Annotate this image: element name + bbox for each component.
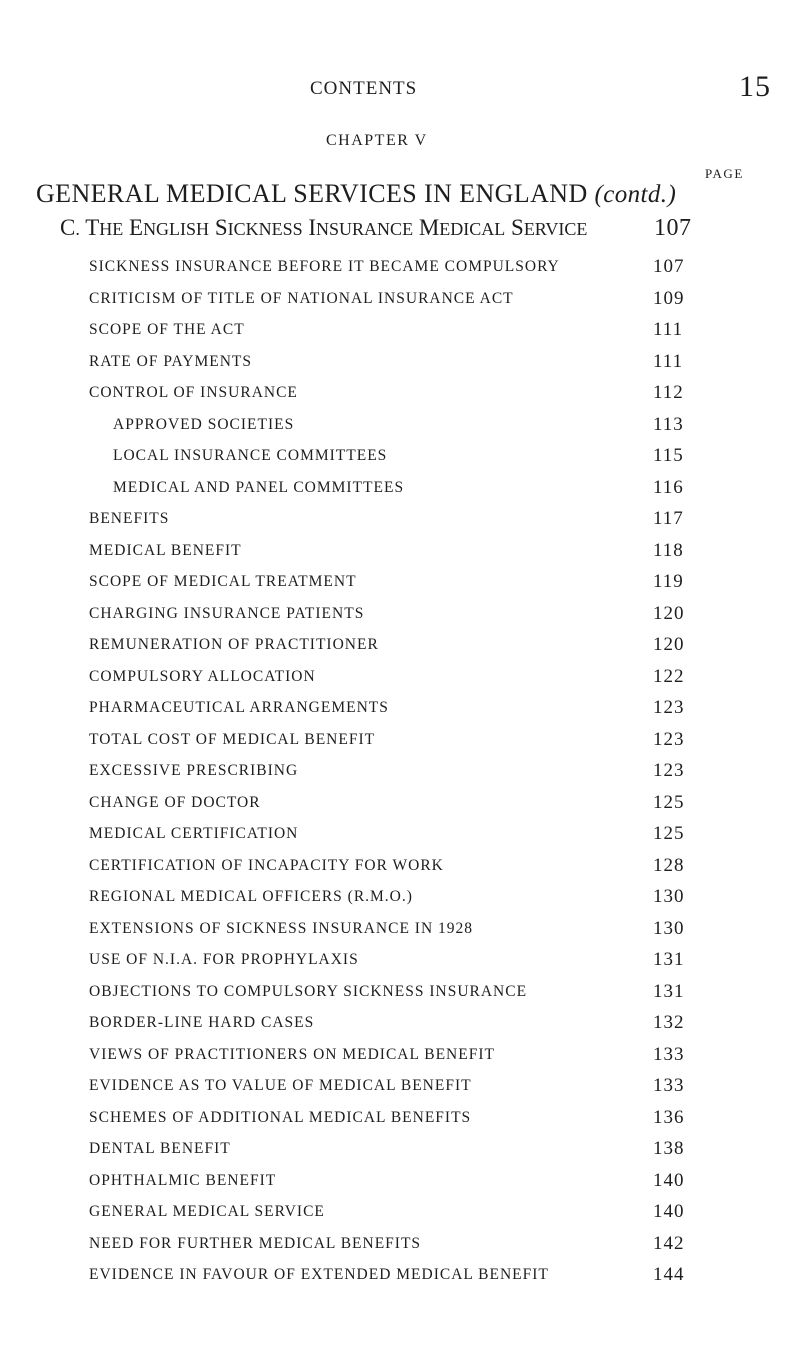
toc-entry <box>0 951 800 981</box>
section-title: C. THE ENGLISH SICKNESS INSURANCE MEDICAL SERVICE <box>60 215 588 240</box>
chapter-title-suffix: (contd.) <box>594 181 677 208</box>
toc-entry-page-number: 140 <box>653 1169 685 1191</box>
toc-entry-title: CRITICISM OF TITLE OF NATIONAL INSURANCE ACT <box>89 289 514 307</box>
toc-entry <box>0 413 800 446</box>
toc-entry <box>0 699 800 729</box>
toc-entry-page-number: 133 <box>653 1075 685 1096</box>
toc-entry <box>0 665 800 698</box>
toc-entry-title: MEDICAL BENEFIT <box>89 541 242 559</box>
toc-entry-title: USE OF N.I.A. FOR PROPHYLAXIS <box>89 951 359 968</box>
toc-entry <box>0 728 800 761</box>
section-page-number: 107 <box>654 215 692 241</box>
toc-entry <box>0 854 800 887</box>
toc-entry <box>0 636 800 666</box>
toc-entry-page-number: 130 <box>653 917 685 939</box>
toc-entry-title: SCOPE OF MEDICAL TREATMENT <box>89 573 357 590</box>
toc-entry-page-number: 122 <box>653 665 685 687</box>
toc-entry <box>0 917 800 950</box>
toc-entry <box>0 1077 800 1107</box>
toc-entry <box>0 791 800 824</box>
toc-entry-page-number: 118 <box>653 539 684 561</box>
toc-entry-title: DENTAL BENEFIT <box>89 1140 231 1157</box>
toc-entry-page-number: 117 <box>653 508 684 529</box>
toc-entry <box>0 888 800 918</box>
toc-entry-page-number: 125 <box>653 791 685 813</box>
toc-entry <box>0 1232 800 1265</box>
toc-entry-title: BORDER-LINE HARD CASES <box>89 1014 315 1031</box>
toc-entry-title: RATE OF PAYMENTS <box>89 352 253 370</box>
toc-entry-title: EXCESSIVE PRESCRIBING <box>89 762 299 779</box>
toc-entry <box>0 1203 800 1233</box>
chapter-title <box>36 179 676 209</box>
toc-entry-page-number: 123 <box>653 697 685 718</box>
toc-entry <box>0 1014 800 1044</box>
toc-entry-page-number: 131 <box>653 980 685 1002</box>
toc-entry <box>0 825 800 855</box>
toc-entry-page-number: 107 <box>653 256 685 277</box>
toc-entry-title: APPROVED SOCIETIES <box>113 415 295 433</box>
toc-entry <box>0 1266 800 1296</box>
toc-entry-title: PHARMACEUTICAL ARRANGEMENTS <box>89 699 389 716</box>
toc-entry-title: BENEFITS <box>89 510 170 527</box>
toc-entry-page-number: 123 <box>653 760 685 781</box>
toc-entry <box>0 510 800 540</box>
toc-entry <box>0 321 800 351</box>
page-number: 15 <box>739 70 771 103</box>
toc-entry <box>0 384 800 414</box>
toc-entry-page-number: 113 <box>653 413 684 435</box>
toc-entry-page-number: 142 <box>653 1232 685 1254</box>
chapter-heading: CHAPTER V <box>326 132 428 149</box>
toc-entry <box>0 1140 800 1170</box>
toc-entry-title: CONTROL OF INSURANCE <box>89 384 298 401</box>
toc-entry-page-number: 133 <box>653 1043 685 1065</box>
toc-entry <box>0 980 800 1013</box>
toc-entry-title: EVIDENCE AS TO VALUE OF MEDICAL BENEFIT <box>89 1077 472 1094</box>
toc-entry-title: NEED FOR FURTHER MEDICAL BENEFITS <box>89 1234 422 1252</box>
toc-entry-page-number: 131 <box>653 949 685 970</box>
toc-entry-page-number: 120 <box>653 602 685 624</box>
toc-entry-title: MEDICAL CERTIFICATION <box>89 825 299 842</box>
toc-entry-title: GENERAL MEDICAL SERVICE <box>89 1203 325 1220</box>
toc-entry-title: CHANGE OF DOCTOR <box>89 793 261 811</box>
toc-entry-page-number: 136 <box>653 1106 685 1128</box>
toc-entry-page-number: 130 <box>653 886 685 907</box>
toc-entry-page-number: 132 <box>653 1012 685 1033</box>
toc-entry-title: REGIONAL MEDICAL OFFICERS (R.M.O.) <box>89 888 413 905</box>
toc-entry <box>0 447 800 477</box>
section-row <box>60 215 750 249</box>
toc-entry-title: REMUNERATION OF PRACTITIONER <box>89 636 379 653</box>
toc-entry-title: SCHEMES OF ADDITIONAL MEDICAL BENEFITS <box>89 1108 472 1126</box>
toc-entry-page-number: 109 <box>653 287 685 309</box>
toc-entry-page-number: 116 <box>653 476 684 498</box>
toc-entry-title: SCOPE OF THE ACT <box>89 321 245 338</box>
toc-entry-page-number: 119 <box>653 571 684 592</box>
toc-entry-title: OPHTHALMIC BENEFIT <box>89 1171 277 1189</box>
toc-entry <box>0 476 800 509</box>
toc-entry-page-number: 138 <box>653 1138 685 1159</box>
toc-entry-page-number: 128 <box>653 854 685 876</box>
toc-entry-page-number: 140 <box>653 1201 685 1222</box>
toc-entry-title: VIEWS OF PRACTITIONERS ON MEDICAL BENEFIT <box>89 1045 495 1063</box>
toc-entry-page-number: 120 <box>653 634 685 655</box>
toc-entry-title: MEDICAL AND PANEL COMMITTEES <box>113 478 405 496</box>
toc-entry <box>0 762 800 792</box>
running-head <box>0 70 800 104</box>
toc-entry-page-number: 144 <box>653 1264 685 1285</box>
toc-entry-title: EXTENSIONS OF SICKNESS INSURANCE IN 1928 <box>89 919 474 937</box>
toc-entry-title: SICKNESS INSURANCE BEFORE IT BECAME COMPULSORY <box>89 258 560 275</box>
toc-entry <box>0 602 800 635</box>
toc-entry-page-number: 115 <box>653 445 684 466</box>
toc-entry-title: CERTIFICATION OF INCAPACITY FOR WORK <box>89 856 444 874</box>
toc-entry-title: COMPULSORY ALLOCATION <box>89 667 316 685</box>
toc-entry-title: LOCAL INSURANCE COMMITTEES <box>113 447 388 464</box>
toc-entry-title: CHARGING INSURANCE PATIENTS <box>89 604 365 622</box>
toc-entry-page-number: 112 <box>653 382 684 403</box>
toc-entry <box>0 258 800 288</box>
toc-entry <box>0 1106 800 1139</box>
chapter-title-text: GENERAL MEDICAL SERVICES IN ENGLAND <box>36 179 588 208</box>
toc-entry-page-number: 111 <box>653 350 684 372</box>
toc-entry <box>0 350 800 383</box>
toc-entry-title: TOTAL COST OF MEDICAL BENEFIT <box>89 730 376 748</box>
running-title: CONTENTS <box>310 78 418 99</box>
toc-entry <box>0 1169 800 1202</box>
toc-entry-page-number: 123 <box>653 728 685 750</box>
page-column-label: PAGE <box>705 166 744 181</box>
toc-entry <box>0 573 800 603</box>
toc-entry-page-number: 111 <box>653 319 684 340</box>
toc-entry-page-number: 125 <box>653 823 685 844</box>
toc-entry <box>0 287 800 320</box>
toc-entry-title: EVIDENCE IN FAVOUR OF EXTENDED MEDICAL BENEFIT <box>89 1266 549 1283</box>
toc-entry-title: OBJECTIONS TO COMPULSORY SICKNESS INSURANCE <box>89 982 528 1000</box>
toc-entry <box>0 1043 800 1076</box>
toc-entry <box>0 539 800 572</box>
